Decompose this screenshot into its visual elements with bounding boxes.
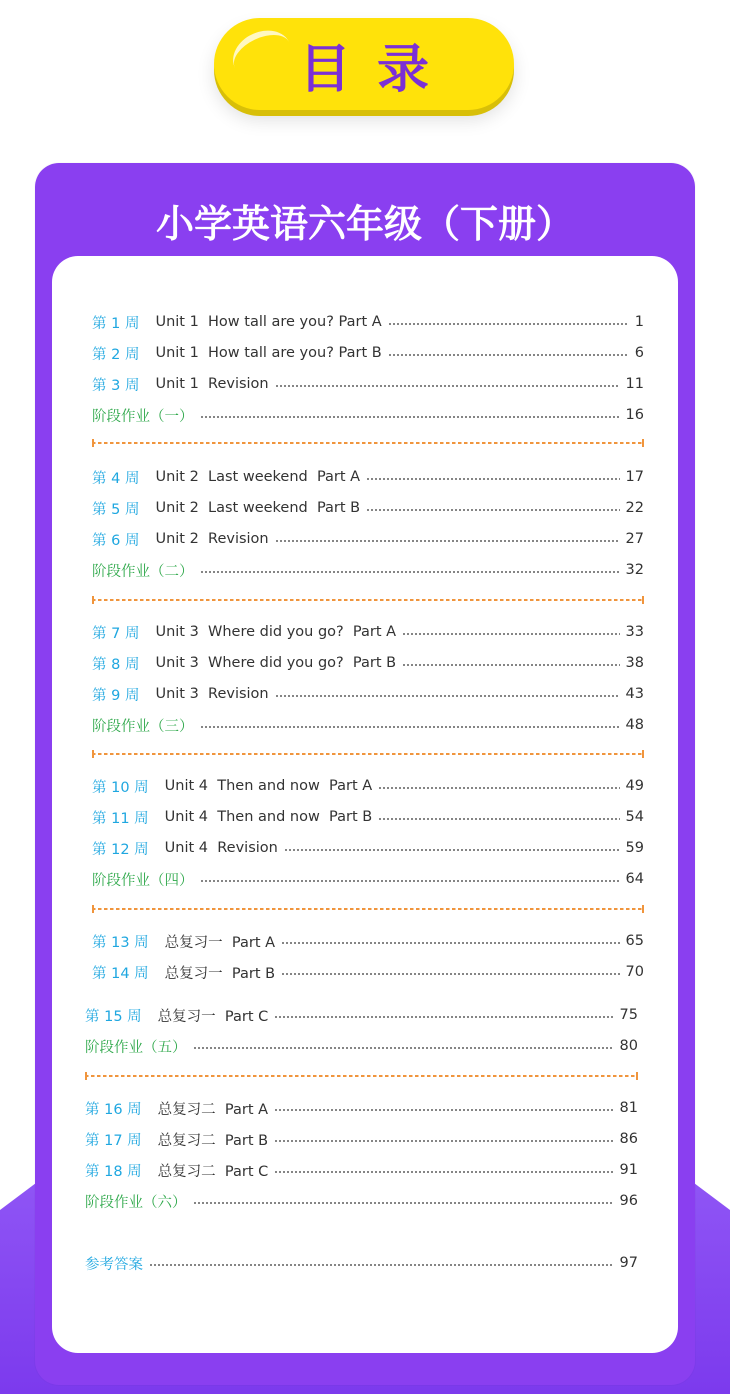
week-label: 第 1 周 xyxy=(92,315,140,332)
dot-leader xyxy=(281,973,619,975)
header-pill xyxy=(214,18,514,110)
entry-title: 总复习二 Part A xyxy=(157,1101,269,1118)
dot-leader xyxy=(402,633,619,635)
toc-entry[interactable] xyxy=(92,682,644,706)
stage-label: 阶段作业（三） xyxy=(92,718,194,735)
page-number: 1 xyxy=(634,314,644,330)
toc-card xyxy=(35,163,695,1385)
stage-assignment-entry[interactable] xyxy=(92,403,644,427)
dot-leader xyxy=(378,787,619,789)
pill-highlight xyxy=(225,21,299,88)
page-number: 43 xyxy=(625,686,644,702)
entry-title: Unit 4 Then and now Part A xyxy=(164,778,373,794)
section-divider xyxy=(92,753,644,755)
stage-assignment-entry[interactable] xyxy=(92,867,644,891)
entry-title: 总复习一 Part C xyxy=(157,1008,269,1025)
page-number: 33 xyxy=(625,624,644,640)
page-number: 11 xyxy=(625,376,644,392)
dot-leader xyxy=(200,880,620,882)
entry-title: 总复习一 Part A xyxy=(164,934,276,951)
toc-panel xyxy=(52,256,678,1353)
toc-entry[interactable] xyxy=(92,774,644,798)
week-label: 第 13 周 xyxy=(92,934,149,951)
page-number: 96 xyxy=(619,1193,638,1209)
stage-assignment-entry[interactable] xyxy=(92,713,644,737)
toc-entry[interactable] xyxy=(92,310,644,334)
page-number: 65 xyxy=(625,933,644,949)
page-number: 91 xyxy=(619,1162,638,1178)
week-label: 第 18 周 xyxy=(85,1163,142,1180)
dot-leader xyxy=(193,1047,614,1049)
toc-entry[interactable] xyxy=(92,341,644,365)
page-number: 54 xyxy=(625,809,644,825)
week-label: 第 12 周 xyxy=(92,841,149,858)
entry-title: Unit 3 Revision xyxy=(155,686,269,702)
entry-title: Unit 1 How tall are you? Part B xyxy=(155,345,382,361)
page-number: 75 xyxy=(619,1007,638,1023)
page-number: 81 xyxy=(619,1100,638,1116)
dot-leader xyxy=(275,540,620,542)
stage-label: 阶段作业（五） xyxy=(85,1039,187,1056)
dot-leader xyxy=(402,664,619,666)
dot-leader xyxy=(200,726,620,728)
page-number: 48 xyxy=(625,717,644,733)
week-label: 第 7 周 xyxy=(92,625,140,642)
entry-title: 总复习二 Part B xyxy=(157,1132,269,1149)
dot-leader xyxy=(275,385,620,387)
week-label: 第 15 周 xyxy=(85,1008,142,1025)
entry-title: Unit 4 Revision xyxy=(164,840,278,856)
dot-leader xyxy=(193,1202,614,1204)
page-number: 70 xyxy=(625,964,644,980)
week-label: 第 11 周 xyxy=(92,810,149,827)
toc-entry[interactable] xyxy=(92,805,644,829)
dot-leader xyxy=(284,849,620,851)
toc-entry[interactable] xyxy=(92,836,644,860)
week-label: 第 10 周 xyxy=(92,779,149,796)
week-label: 第 5 周 xyxy=(92,501,140,518)
page-number: 80 xyxy=(619,1038,638,1054)
page-number: 59 xyxy=(625,840,644,856)
dot-leader xyxy=(274,1109,614,1111)
page-number: 86 xyxy=(619,1131,638,1147)
entry-title: 总复习一 Part B xyxy=(164,965,276,982)
page-number: 38 xyxy=(625,655,644,671)
week-label: 第 16 周 xyxy=(85,1101,142,1118)
page-number: 97 xyxy=(619,1255,638,1271)
stage-assignment-entry[interactable] xyxy=(85,1189,638,1213)
toc-entry[interactable] xyxy=(85,1003,638,1027)
dot-leader xyxy=(366,478,619,480)
page-number: 16 xyxy=(625,407,644,423)
toc-entry[interactable] xyxy=(85,1127,638,1151)
stage-label: 阶段作业（二） xyxy=(92,563,194,580)
dot-leader xyxy=(200,571,620,573)
stage-label: 阶段作业（四） xyxy=(92,872,194,889)
page-title: 目录 xyxy=(298,39,455,100)
week-label: 第 3 周 xyxy=(92,377,140,394)
dot-leader xyxy=(281,942,620,944)
toc-entry[interactable] xyxy=(92,620,644,644)
toc-entry[interactable] xyxy=(92,372,644,396)
dot-leader xyxy=(200,416,620,418)
page-number: 27 xyxy=(625,531,644,547)
toc-entry[interactable] xyxy=(92,651,644,675)
week-label: 第 17 周 xyxy=(85,1132,142,1149)
week-label: 第 4 周 xyxy=(92,470,140,487)
section-divider xyxy=(92,599,644,601)
week-label: 第 9 周 xyxy=(92,687,140,704)
stage-label: 阶段作业（六） xyxy=(85,1194,187,1211)
page-number: 22 xyxy=(625,500,644,516)
dot-leader xyxy=(275,695,620,697)
dot-leader xyxy=(274,1171,613,1173)
answers-entry[interactable] xyxy=(85,1251,638,1275)
toc-entry[interactable] xyxy=(92,960,644,984)
page-number: 17 xyxy=(625,469,644,485)
entry-title: Unit 2 Last weekend Part A xyxy=(155,469,361,485)
entry-title: Unit 2 Last weekend Part B xyxy=(155,500,361,516)
entry-title: Unit 2 Revision xyxy=(155,531,269,547)
toc-entry[interactable] xyxy=(92,929,644,953)
toc-entry[interactable] xyxy=(92,465,644,489)
stage-label: 阶段作业（一） xyxy=(92,408,194,425)
entry-title: Unit 3 Where did you go? Part A xyxy=(155,624,397,640)
dot-leader xyxy=(274,1140,613,1142)
stage-assignment-entry[interactable] xyxy=(85,1034,638,1058)
entry-title: Unit 3 Where did you go? Part B xyxy=(155,655,397,671)
toc-entry[interactable] xyxy=(92,496,644,520)
page-number: 64 xyxy=(625,871,644,887)
section-divider xyxy=(92,908,644,910)
dot-leader xyxy=(378,818,619,820)
week-label: 第 2 周 xyxy=(92,346,140,363)
dot-leader xyxy=(149,1264,614,1266)
week-label: 第 6 周 xyxy=(92,532,140,549)
book-title: 小学英语六年级（下册） xyxy=(155,202,574,246)
page-number: 32 xyxy=(625,562,644,578)
toc-entry[interactable] xyxy=(92,527,644,551)
entry-title: Unit 4 Then and now Part B xyxy=(164,809,373,825)
entry-title: 总复习二 Part C xyxy=(157,1163,269,1180)
entry-title: Unit 1 Revision xyxy=(155,376,269,392)
week-label: 第 8 周 xyxy=(92,656,140,673)
section-divider xyxy=(85,1075,638,1077)
entry-title: Unit 1 How tall are you? Part A xyxy=(155,314,382,330)
page-number: 49 xyxy=(625,778,644,794)
page-number: 6 xyxy=(634,345,644,361)
answers-label: 参考答案 xyxy=(85,1256,143,1273)
dot-leader xyxy=(388,354,629,356)
week-label: 第 14 周 xyxy=(92,965,149,982)
section-divider xyxy=(92,442,644,444)
dot-leader xyxy=(366,509,619,511)
stage-assignment-entry[interactable] xyxy=(92,558,644,582)
dot-leader xyxy=(274,1016,613,1018)
toc-entry[interactable] xyxy=(85,1096,638,1120)
toc-entry[interactable] xyxy=(85,1158,638,1182)
dot-leader xyxy=(388,323,629,325)
